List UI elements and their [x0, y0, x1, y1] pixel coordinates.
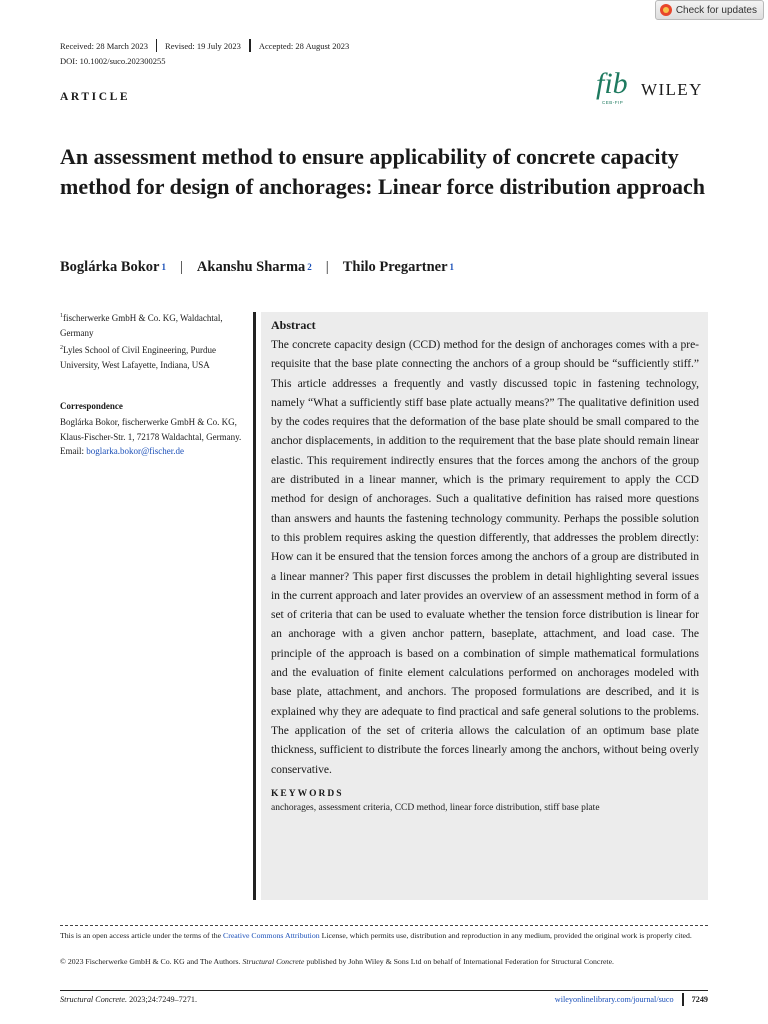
author-separator: | — [325, 259, 329, 275]
license-text: This is an open access article under the terms of the — [60, 931, 222, 940]
page-number: 7249 — [691, 995, 708, 1004]
affiliation-text: Lyles School of Civil Engineering, Purdue University, West Lafayette, Indiana, USA — [60, 345, 216, 370]
keywords-list: anchorages, assessment criteria, CCD method, linear force distribution, stiff base plate — [271, 802, 600, 813]
email-link[interactable]: boglarka.bokor@fischer.de — [86, 446, 185, 456]
license-text: License, which permits use, distribution and reproduction in any medium, provided the original work is properly cited. — [321, 931, 692, 940]
revised-date: Revised: 19 July 2023 — [165, 40, 241, 51]
author-affiliation-mark[interactable]: 1 — [161, 262, 166, 272]
publication-dates — [60, 39, 349, 52]
check-for-updates-button[interactable] — [655, 0, 764, 20]
abstract-box — [261, 312, 708, 900]
date-divider — [249, 39, 251, 52]
journal-name: Structural Concrete. — [60, 995, 128, 1004]
copyright-text: © 2023 Fischerwerke GmbH & Co. KG and The Authors. — [60, 957, 241, 966]
affiliation — [60, 341, 245, 372]
affiliation-text: fischerwerke GmbH & Co. KG, Waldachtal, Germany — [60, 313, 223, 338]
copyright-text: published by John Wiley & Sons Ltd on behalf of International Federation for Structural Concrete. — [306, 957, 614, 966]
abstract-text: The concrete capacity design (CCD) method for the design of anchorages comes with a pre-requisite that the base plate connecting the anchors of a group should be “sufficiently stiff.” This article addresses a frequently and vastly discussed topic in fastening technology, namely “What a sufficiently stiff base plate actually means?” The qualitative definition used by the codes requires that the deformation of the base plate should be small compared to the anchor displacements, in addition to the requirement that the base plate should remain linear elastic. This requirement indirectly ensures that the forces among the anchors of the group are distributed in a linear manner, which is the primary requirement to apply the CCD method for design of anchorages. Such a qualitative definition has raised more questions than answers and haunts the fastening technology community. Perhaps the possible solution to this problem requires asking the question differently, that addresses the problem directly: How can it be ensured that the tension forces among the anchors of a group are distributed in a linear manner? This paper first discusses the problem in detail highlighting several issues in the current approach and later provides an overview of an assessment method in form of a set of criteria that can be used to evaluate whether the tension force distribution is linear for an anchorage with a given anchor pattern, baseplate, attachment, and load case. The principle of the approach is based on a combination of simple mathematical formulations and the evaluation of finite element calculations performed on anchorages modeled with base plate, attachment, and anchors. The proposed formulations are described, and it is explained why they are adequate to find practical and safe general solutions to the problems. The application of the set of criteria allows the calculation of an optimum base plate thickness, sufficient to distribute the forces linearly among the anchors, without being overly conservative. — [271, 338, 699, 776]
fib-logo-subtext: CEB-FIP — [602, 100, 624, 105]
correspondence-address: Boglárka Bokor, fischerwerke GmbH & Co. KG, Klaus-Fischer-Str. 1, 72178 Waldachtal, Germany. — [60, 417, 242, 442]
citation-details: 2023;24:7249–7271. — [129, 995, 198, 1004]
accepted-date: Accepted: 28 August 2023 — [258, 40, 350, 51]
author-affiliation-mark[interactable]: 2 — [307, 262, 312, 272]
correspondence-heading: Correspondence — [60, 401, 123, 411]
footer-right — [555, 993, 708, 1006]
author-separator: | — [180, 259, 183, 275]
fib-logo: fib — [596, 67, 628, 100]
crossmark-icon — [660, 4, 672, 16]
journal-url-link[interactable]: wileyonlinelibrary.com/journal/suco — [554, 995, 674, 1004]
affiliation-mark: 2 — [60, 345, 63, 351]
affiliation — [60, 309, 245, 340]
doi: DOI: 10.1002/suco.202300255 — [60, 56, 166, 66]
article-type-label: ARTICLE — [60, 91, 131, 103]
affiliation-mark: 1 — [60, 313, 63, 319]
license-note — [60, 930, 708, 943]
footer-divider — [682, 993, 684, 1006]
author-name[interactable]: Boglárka Bokor — [60, 259, 160, 275]
journal-citation — [60, 995, 197, 1004]
footer-rule — [60, 990, 708, 991]
abstract-heading: Abstract — [271, 318, 316, 332]
creative-commons-link[interactable]: Creative Commons Attribution — [223, 931, 320, 940]
date-divider — [156, 39, 157, 52]
keywords-heading: KEYWORDS — [271, 788, 344, 799]
author-name[interactable]: Akanshu Sharma — [196, 259, 306, 275]
abstract-divider — [253, 312, 256, 900]
copyright-journal: Structural Concrete — [242, 957, 305, 966]
wiley-logo: WILEY — [641, 80, 703, 99]
footnote-divider — [60, 925, 708, 926]
received-date: Received: 28 March 2023 — [60, 40, 149, 51]
correspondence-body — [60, 415, 245, 459]
article-title: An assessment method to ensure applicability of concrete capacity method for design of anchorages: Linear force distribution approach — [60, 144, 705, 199]
author-affiliation-mark[interactable]: 1 — [449, 262, 455, 272]
copyright-note — [60, 956, 708, 969]
author-name[interactable]: Thilo Pregartner — [342, 259, 448, 275]
author-list — [60, 259, 454, 276]
email-label: Email: — [60, 446, 84, 456]
check-for-updates-label: Check for updates — [675, 4, 757, 16]
